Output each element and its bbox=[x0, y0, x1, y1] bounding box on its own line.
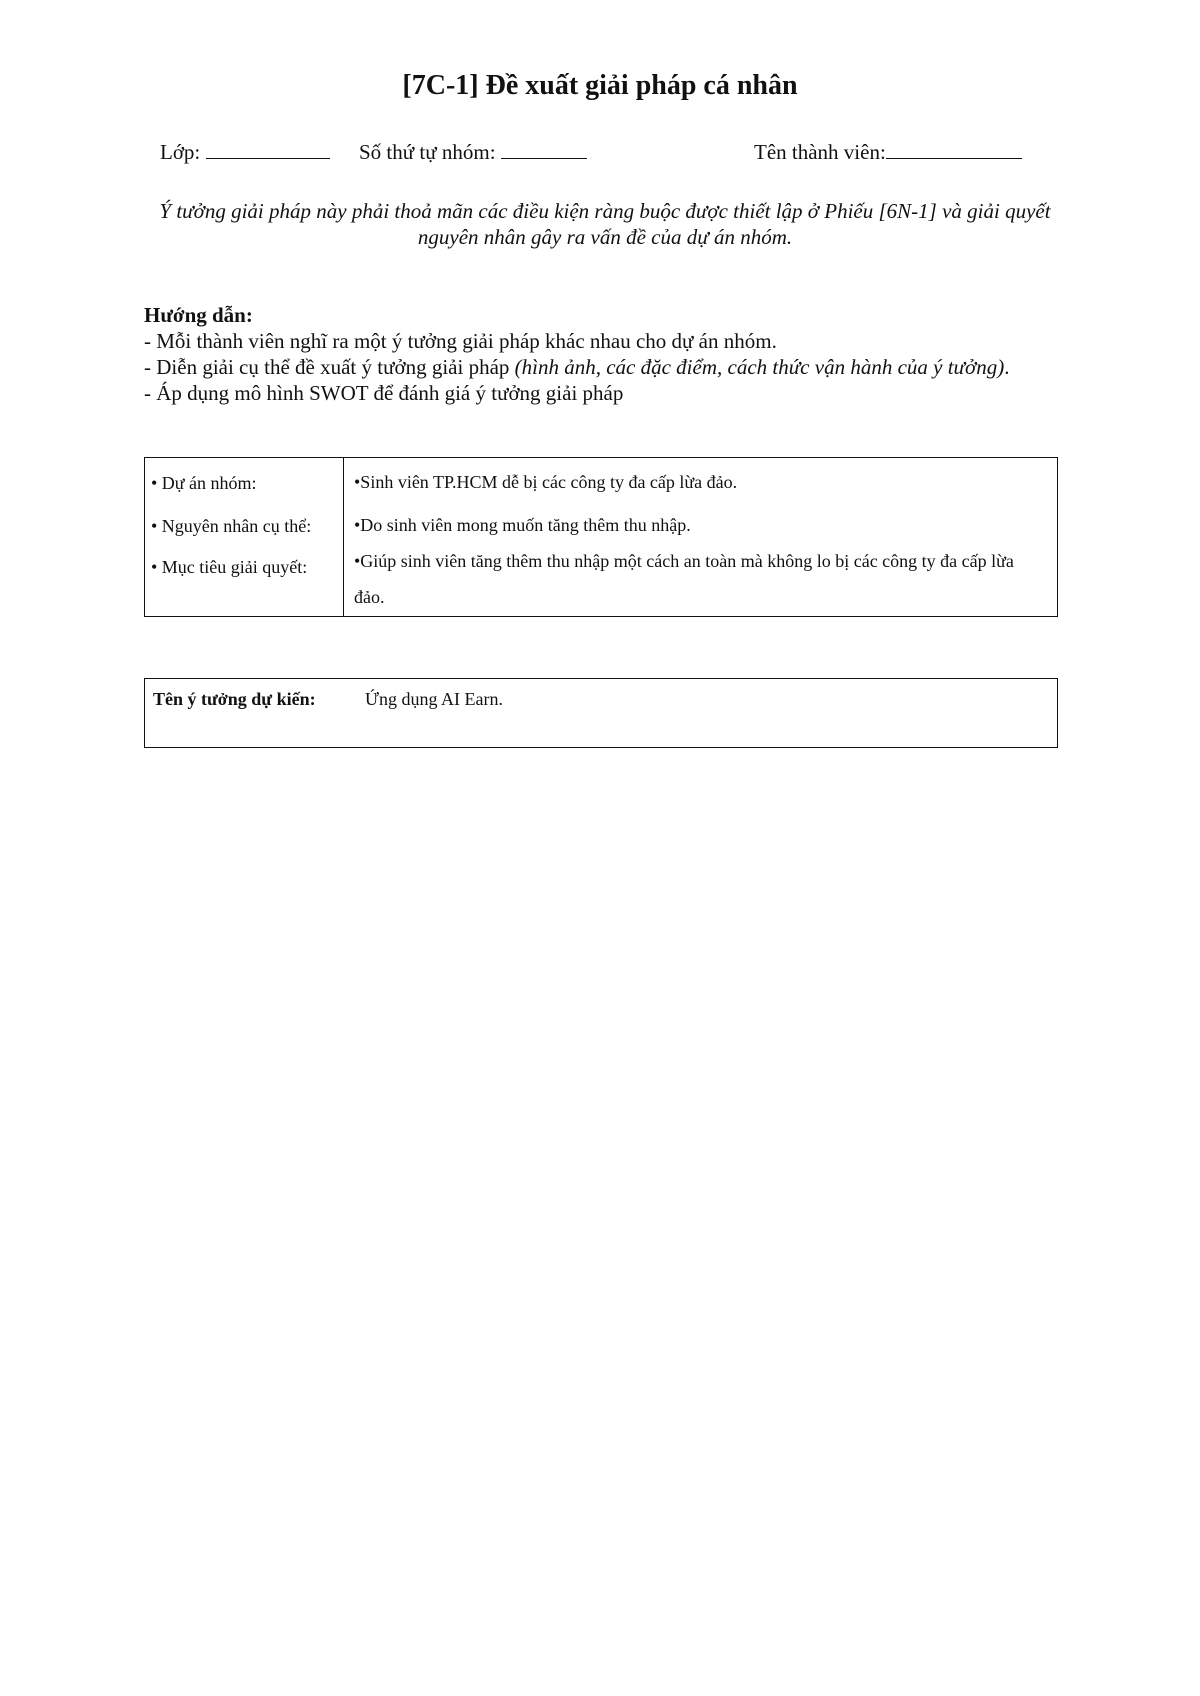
class-blank bbox=[206, 140, 330, 159]
member-name-label: Tên thành viên: bbox=[754, 140, 886, 164]
project-label: • Dự án nhóm: bbox=[151, 473, 257, 493]
instructions-heading: Hướng dẫn: bbox=[144, 303, 253, 327]
requirement-note: Ý tưởng giải pháp này phải thoả mãn các điều kiện ràng buộc được thiết lập ở Phiếu [6N-1] và giải quyết nguyên nhân gây ra vấn đề của dự án nhóm. bbox=[159, 199, 1051, 249]
class-label: Lớp: bbox=[160, 140, 201, 164]
project-value: •Sinh viên TP.HCM dễ bị các công ty đa cấp lừa đảo. bbox=[354, 472, 738, 492]
document-title: [7C-1] Đề xuất giải pháp cá nhân bbox=[402, 70, 798, 101]
goal-value: •Giúp sinh viên tăng thêm thu nhập một cách an toàn mà không lo bị các công ty đa cấp lừa đảo. bbox=[354, 551, 1014, 607]
instruction-line-3: - Áp dụng mô hình SWOT để đánh giá ý tưởng giải pháp bbox=[144, 381, 624, 405]
class-field bbox=[160, 140, 330, 165]
cause-value: •Do sinh viên mong muốn tăng thêm thu nhập. bbox=[354, 515, 691, 535]
idea-name-label: Tên ý tưởng dự kiến: bbox=[153, 689, 316, 709]
member-name-blank bbox=[886, 140, 1022, 159]
idea-name-box bbox=[144, 678, 1058, 748]
project-info-table bbox=[144, 457, 1058, 617]
instruction-line-2-italic: (hình ảnh, các đặc điểm, cách thức vận hành của ý tưởng) bbox=[514, 355, 1005, 379]
group-number-field bbox=[359, 140, 587, 165]
idea-name-value: Ứng dụng AI Earn. bbox=[365, 689, 503, 709]
instruction-line-1: - Mỗi thành viên nghĩ ra một ý tưởng giải pháp khác nhau cho dự án nhóm. bbox=[144, 329, 777, 353]
goal-label: • Mục tiêu giải quyết: bbox=[151, 557, 308, 577]
member-name-field bbox=[754, 140, 1022, 165]
instruction-line-2-end: . bbox=[1004, 355, 1010, 379]
instruction-line-2 bbox=[144, 354, 1074, 380]
label-column bbox=[145, 458, 344, 616]
group-number-label: Số thứ tự nhóm: bbox=[359, 140, 496, 164]
group-number-blank bbox=[501, 140, 587, 159]
cause-label: • Nguyên nhân cụ thể: bbox=[151, 516, 312, 536]
instructions bbox=[144, 302, 1074, 406]
value-column bbox=[344, 458, 1057, 616]
instruction-line-2-text: - Diễn giải cụ thể đề xuất ý tưởng giải pháp bbox=[144, 355, 510, 379]
